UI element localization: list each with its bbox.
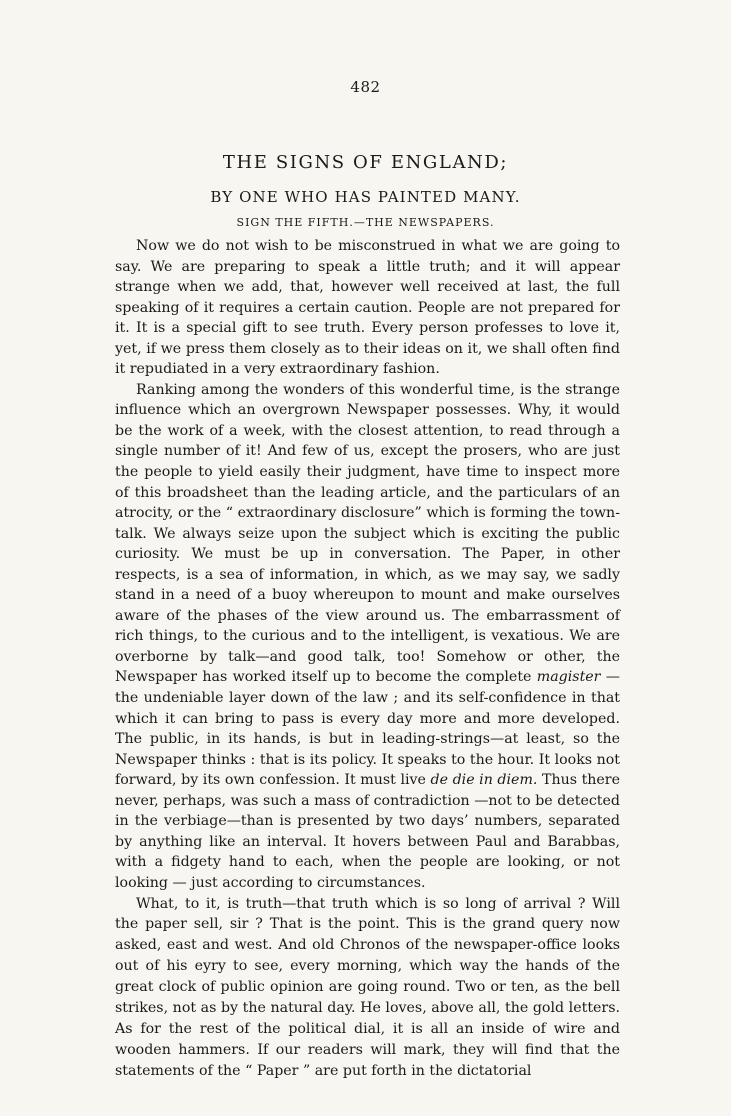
section-heading: SIGN THE FIFTH.—THE NEWSPAPERS. (236, 216, 495, 229)
italic-magister: magister (536, 669, 601, 686)
paragraph-2-text: Ranking among the wonders of this wonderful time, is the strange influence which an overgrown Newspaper possesses. Why, it would be the work of a week, with the closest attention, to read through a single number of it! And few of us, except the prosers, who are just the people to yield easily their judgment, have time to inspect more of this broadsheet than the leading article, and the particulars of an atrocity, or the “ extraordinary disclosure” which is forming the town-talk. We always seize upon the subject which is exciting the public curiosity. We must be up in conversation. The Paper, in other respects, is a sea of information, in which, as we may say, we sadly stand in a need of a buoy whereupon to mount and make ourselves aware of the phases of the view around us. The embarrassment of rich things, to the curious and to the intelligent, is vexatious. We are overborne by talk—and good talk, too! Somehow or other, the Newspaper has worked itself up to become the complete (115, 381, 620, 686)
paragraph-2-text-end: Thus there never, perhaps, was such a mass of contradiction —not to be detected in the verbiage—than is presented by two days’ numbers, separated by anything like an interval. It hovers between Paul and Barabbas, with a fidgety hand to each, when the people are looking, or not looking — just according to circumstances. (115, 772, 620, 891)
paragraph-3-text: What, to it, is truth—that truth which is so long of arrival ? Will the paper sell, sir ? That is the point. This is the grand query now asked, east and west. And old Chronos of the newspaper-office looks out of his eyry to see, every morning, which way the hands of the great clock of public opinion are going round. Two or ten, as the bell strikes, not as by the natural day. He loves, above all, the gold letters. As for the rest of the political dial, it is all an inside of wire and wooden hammers. If our readers will mark, they will find that the statements of the “ Paper ” are put forth in the dictatorial (115, 895, 620, 1079)
italic-de-die-in-diem: de die in diem. (430, 772, 538, 789)
paragraph-1-text: Now we do not wish to be misconstrued in what we are going to say. We are preparing to speak a little truth; and it will appear strange when we add, that, however well received at last, the full speaking of it requires a certain caution. People are not prepared for it. It is a special gift to see truth. Every person professes to love it, yet, if we press them closely as to their ideas on it, we shall often find it repudiated in a very extraordinary fashion. (115, 238, 620, 378)
paragraph-2-text-cont: —the undeniable layer down of the law ; and its self-confidence in that which it can bring to pass is every day more and more developed. The public, in its hands, is but in leading-strings—at least, so the Newspaper thinks : that is its policy. It speaks to the hour. It looks not forward, by its own confession. It must live (115, 669, 620, 789)
page-number: 482 (350, 78, 381, 96)
article-subtitle: BY ONE WHO HAS PAINTED MANY. (210, 188, 521, 206)
paragraph-3 (115, 894, 620, 1082)
paragraph-1 (115, 236, 620, 380)
paragraph-2 (115, 380, 620, 894)
article-title: THE SIGNS OF ENGLAND; (222, 152, 509, 173)
article-body (115, 236, 620, 1082)
